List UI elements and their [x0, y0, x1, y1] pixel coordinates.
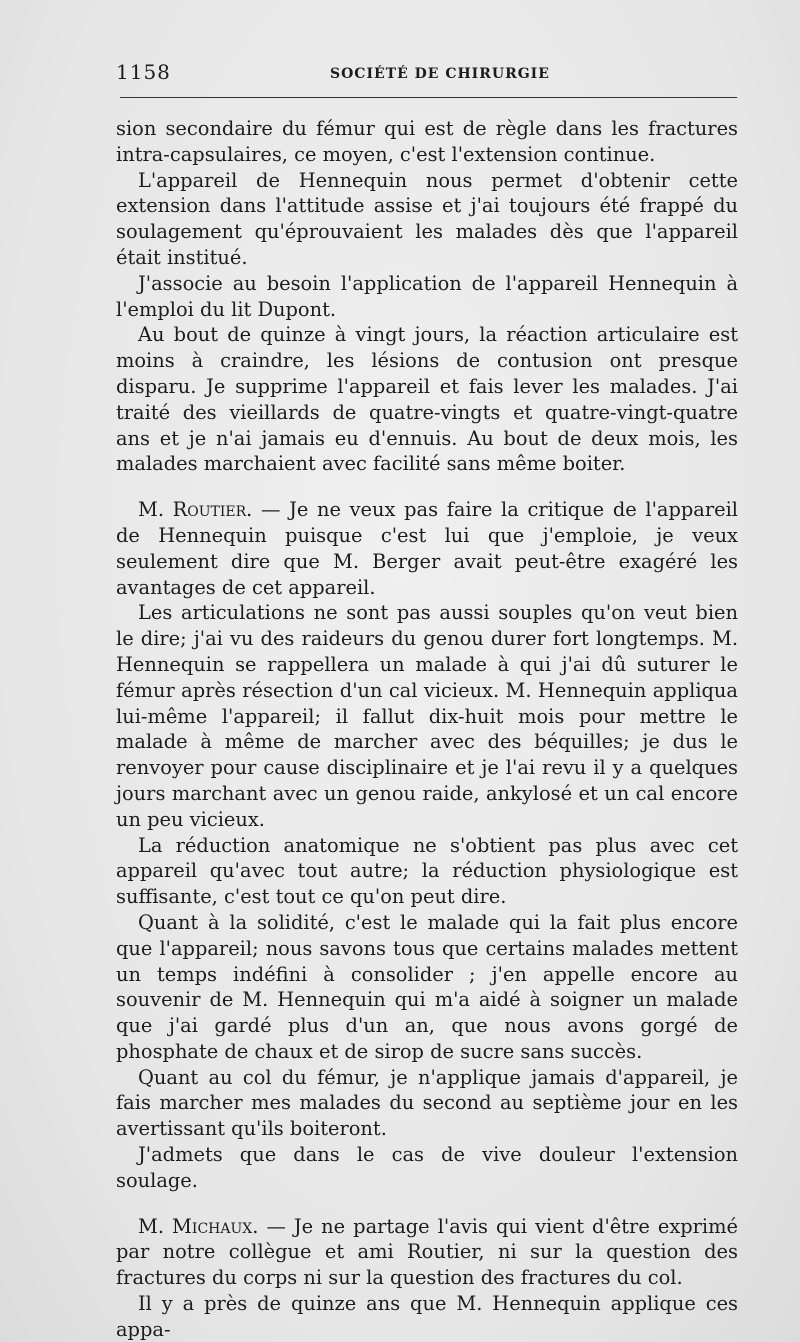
- paragraph-text: J'associe au besoin l'application de l'appareil Hennequin à l'emploi du lit Dupont.: [116, 271, 738, 321]
- paragraph-text: — Je ne veux pas faire la critique de l'appareil de Hennequin puisque c'est lui que j'emploie, je veux seulement dire que M. Berger avait peut-être exagéré les avantages de cet appareil.: [116, 498, 738, 599]
- paragraph: [116, 600, 738, 832]
- paragraph-text: — Je ne partage l'avis qui vient d'être exprimé par notre collègue et ami Routier, ni sur la question des fractures du corps ni sur la question des fractures du col.: [116, 1214, 738, 1290]
- paragraph-text: Quant à la solidité, c'est le malade qui la fait plus encore que l'appareil; nous savons tous que certains malades mettent un temps indéfini à consolider ; j'en appelle encore au souvenir de M. Hennequin qui m'a aidé à soigner un malade que j'ai gardé plus d'un an, que nous avons gorgé de phosphate de chaux et de sirop de sucre sans succès.: [116, 910, 738, 1063]
- paragraph: [116, 168, 738, 271]
- paragraph-text: sion secondaire du fémur qui est de règle dans les fractures intra-capsulaires, ce moyen, c'est l'extension continue.: [116, 117, 738, 166]
- page-number: 1158: [116, 60, 171, 84]
- header-rule: [120, 97, 737, 98]
- paragraph: [116, 1142, 738, 1194]
- paragraph: [116, 322, 738, 477]
- speaker-name: M. Michaux.: [138, 1214, 259, 1238]
- paragraph-text: Il y a près de quinze ans que M. Hennequin applique ces appa-: [116, 1292, 738, 1341]
- body-text: [116, 116, 738, 1342]
- paragraph: [116, 1065, 738, 1142]
- paragraph-text: J'admets que dans le cas de vive douleur l'extension soulage.: [116, 1143, 738, 1192]
- paragraph: [116, 833, 738, 910]
- paragraph-text: La réduction anatomique ne s'obtient pas plus avec cet appareil qu'avec tout autre; la réduction physiologique est suffisante, c'est tout ce qu'on peut dire.: [116, 833, 738, 909]
- page-header: [116, 60, 736, 88]
- paragraph: [116, 1214, 738, 1291]
- speaker-name: M. Routier.: [138, 498, 253, 522]
- paragraph: [116, 497, 738, 600]
- paragraph-text: Quant au col du fémur, je n'applique jamais d'appareil, je fais marcher mes malades du second au septième jour en les avertissant qu'ils boiteront.: [116, 1065, 738, 1141]
- running-head: SOCIÉTÉ DE CHIRURGIE: [330, 66, 550, 82]
- paragraph-text: Au bout de quinze à vingt jours, la réaction articulaire est moins à craindre, les lésions de contusion ont presque disparu. Je supprime l'appareil et fais lever les malades. J'ai traité des vieillards de quatre-vingts et quatre-vingt-quatre ans et je n'ai jamais eu d'ennuis. Au bout de deux mois, les malades marchaient avec facilité sans même boiter.: [116, 323, 738, 476]
- paragraph: [116, 1291, 738, 1342]
- paragraph: [116, 910, 738, 1065]
- paragraph: [116, 116, 738, 168]
- paragraph: [116, 271, 738, 323]
- paragraph-text: L'appareil de Hennequin nous permet d'obtenir cette extension dans l'attitude assise et j'ai toujours été frappé du soulagement qu'éprouvaient les malades dès que l'appareil était institué.: [116, 168, 738, 269]
- paragraph-text: Les articulations ne sont pas aussi souples qu'on veut bien le dire; j'ai vu des raideurs du genou durer fort longtemps. M. Hennequin se rappellera un malade à qui j'ai dû suturer le fémur après résection d'un cal vicieux. M. Hennequin appliqua lui-même l'appareil; il fallut dix-huit mois pour mettre le malade à même de marcher avec des béquilles; je dus le renvoyer pour cause disciplinaire et je l'ai revu il y a quelques jours marchant avec un genou raide, ankylosé et un cal encore un peu vicieux.: [116, 601, 738, 831]
